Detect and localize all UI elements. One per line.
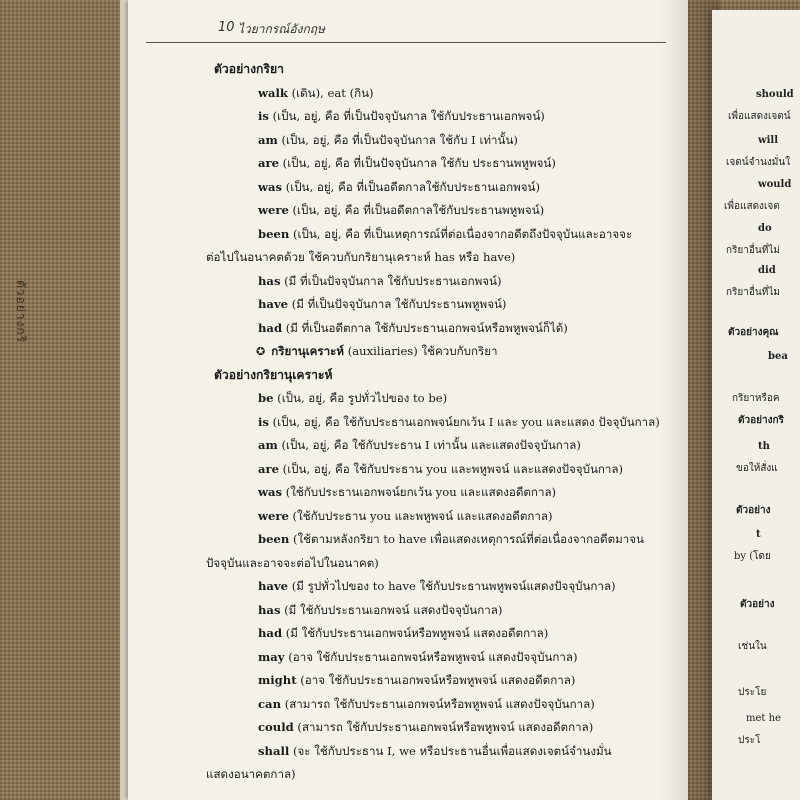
book-gutter — [660, 0, 720, 800]
right-page-text-fragment: bea — [768, 351, 788, 362]
definition: (ใช้กับประธานเอกพจน์ยกเว้น you และแสดงอดีตกาล) — [282, 485, 557, 499]
vocab-line — [196, 646, 668, 670]
bullet-line — [196, 340, 668, 364]
definition: (มี ที่เป็นอดีตกาล ใช้กับประธานเอกพจน์หรือพหูพจน์ก็ได้) — [282, 320, 568, 335]
page-header — [146, 18, 666, 43]
definition: (ใช้ตามหลังกริยา to have เพื่อแสดงเหตุการณ์ที่ต่อเนื่องจากอดีตมาจน — [289, 532, 644, 546]
right-page-text-fragment: ประโย — [738, 687, 767, 698]
right-page-text-fragment: ตัวอย่าง — [736, 505, 771, 516]
right-page-text-fragment: ขอให้สั่งแ — [736, 463, 778, 474]
vocab-line — [196, 669, 668, 693]
right-page-text-fragment: ตัวอย่างคุณ — [728, 327, 779, 338]
definition: (มี ใช้กับประธานเอกพจน์หรือพหูพจน์ แสดงอดีตกาล) — [282, 626, 549, 640]
right-page-text-fragment: ตัวอย่าง — [740, 599, 775, 610]
section-heading: ตัวอย่างกริยานุเคราะห์ — [214, 367, 333, 382]
term: had — [258, 320, 283, 335]
term: กริยานุเคราะห์ — [271, 344, 345, 358]
spine-text: ตัวอย่างกริ — [14, 280, 28, 344]
right-page-text-fragment: กริยาอื่นที่ไม — [726, 287, 780, 298]
term: was — [258, 179, 283, 194]
vocab-line — [196, 293, 668, 317]
right-page-text-fragment: เจตน์จำนงมั่นใ — [726, 157, 791, 168]
definition: (มี รูปทั่วไปของ to have ใช้กับประธานพหูพจน์แสดงปัจจุบันกาล) — [288, 579, 616, 593]
right-page-text-fragment: t — [756, 529, 761, 540]
term: have — [258, 579, 289, 593]
definition: (เป็น, อยู่, คือ ใช้กับประธาน I เท่านั้น และแสดงปัจจุบันกาล) — [277, 438, 581, 452]
definition: (auxiliaries) ใช้ควบกับกริยา — [344, 344, 498, 358]
right-page-text-fragment: met he — [746, 713, 781, 724]
vocab-line — [196, 199, 668, 223]
right-page-text-fragment: th — [758, 441, 770, 452]
term: be — [258, 391, 274, 405]
vocab-line — [196, 505, 668, 529]
definition: (เป็น, อยู่, คือ ใช้กับประธานเอกพจน์ยกเว้น I และ you และแสดง ปัจจุบันกาล) — [268, 414, 660, 429]
term: were — [258, 508, 289, 523]
term: are — [258, 461, 279, 476]
term: could — [258, 720, 294, 734]
right-page-text-fragment: did — [758, 265, 776, 276]
right-page-text-fragment: กริยาอื่นที่ไม่ — [726, 245, 780, 256]
definition: (มี ใช้กับประธานเอกพจน์ แสดงปัจจุบันกาล) — [280, 602, 503, 617]
definition: (เป็น, อยู่, คือ ที่เป็นอดีตกาลใช้กับประธานเอกพจน์) — [282, 179, 540, 194]
definition: (เป็น, อยู่, คือ ที่เป็นเหตุการณ์ที่ต่อเนื่องจากอดีตถึงปัจจุบันและอาจจะ — [289, 226, 633, 241]
definition: (เป็น, อยู่, คือ ที่เป็นปัจจุบันกาล ใช้กับ I เท่านั้น) — [277, 132, 518, 147]
term: is — [258, 109, 269, 123]
vocab-line — [196, 270, 668, 294]
term: been — [258, 226, 290, 241]
term: can — [258, 696, 282, 711]
vocab-line — [196, 458, 668, 482]
vocab-line — [196, 82, 668, 106]
vocab-line — [196, 152, 668, 176]
term: had — [258, 626, 283, 640]
definition: (เป็น, อยู่, คือ ที่เป็นปัจจุบันกาล ใช้กับ ประธานพหูพจน์) — [279, 156, 556, 170]
text-line-continuation: ปัจจุบันและอาจจะต่อไปในอนาคต) — [206, 555, 379, 570]
term: may — [258, 649, 285, 664]
vocab-line — [196, 129, 668, 153]
definition: (สามารถ ใช้กับประธานเอกพจน์หรือพหูพจน์ แสดงปัจจุบันกาล) — [281, 696, 595, 711]
right-page-text-fragment: เพื่อแสดงเจต — [724, 201, 780, 212]
vocab-line — [196, 599, 668, 623]
vocab-line — [196, 317, 668, 341]
vocab-line — [196, 740, 668, 764]
term: shall — [258, 743, 290, 758]
vocab-line — [196, 411, 668, 435]
page-number: 10 — [218, 20, 235, 35]
vocab-line — [196, 387, 668, 411]
text-line-continuation: ต่อไปในอนาคตด้วย ใช้ควบกับกริยานุเคราะห์ has หรือ have) — [206, 250, 516, 264]
right-page-text-fragment: will — [758, 135, 779, 146]
term: is — [258, 414, 269, 429]
definition: (เป็น, อยู่, คือ ที่เป็นปัจจุบันกาล ใช้กับประธานเอกพจน์) — [268, 109, 545, 123]
vocab-line — [196, 716, 668, 740]
right-page-text-fragment: ตัวอย่างกริ — [738, 415, 784, 426]
vocab-line — [196, 622, 668, 646]
definition: (เดิน), eat (กิน) — [287, 85, 374, 100]
definition: (สามารถ ใช้กับประธานเอกพจน์หรือพหูพจน์ แสดงอดีตกาล) — [293, 720, 594, 734]
term: was — [258, 485, 283, 499]
vocab-line — [196, 223, 668, 247]
running-title: ไวยากรณ์อังกฤษ — [238, 22, 325, 36]
vocab-line — [196, 693, 668, 717]
right-page-text-fragment: do — [758, 223, 772, 234]
definition: (อาจ ใช้กับประธานเอกพจน์หรือพหูพจน์ แสดงอดีตกาล) — [296, 673, 576, 687]
right-page-text-fragment: should — [756, 89, 794, 100]
term: been — [258, 532, 290, 546]
definition: (มี ที่เป็นปัจจุบันกาล ใช้กับประธานเอกพจน์) — [280, 273, 502, 288]
right-page-text-fragment: by (โดย — [734, 551, 771, 562]
vocab-line — [196, 105, 668, 129]
term: am — [258, 438, 278, 452]
term: might — [258, 673, 297, 687]
flower-bullet-icon: ✪ — [256, 345, 266, 358]
term: are — [258, 156, 279, 170]
definition: (เป็น, อยู่, คือ รูปทั่วไปของ to be) — [273, 391, 448, 405]
term: have — [258, 297, 289, 311]
term: were — [258, 203, 289, 217]
section-heading: ตัวอย่างกริยา — [214, 62, 284, 76]
term: has — [258, 602, 281, 617]
definition: (อาจ ใช้กับประธานเอกพจน์หรือพหูพจน์ แสดงปัจจุบันกาล) — [284, 649, 578, 664]
term: has — [258, 273, 281, 288]
right-page-text-fragment: เพื่อแสดงเจตน์ — [728, 111, 791, 122]
right-page-text-fragment: กริยาหรือค — [732, 393, 780, 404]
definition: (เป็น, อยู่, คือ ที่เป็นอดีตกาลใช้กับประธานพหูพจน์) — [288, 203, 545, 217]
right-page-text-fragment: ประโ — [738, 735, 761, 746]
right-page-text-fragment: would — [758, 179, 792, 190]
definition: (เป็น, อยู่, คือ ใช้กับประธาน you และพหูพจน์ และแสดงปัจจุบันกาล) — [279, 461, 624, 476]
vocab-line — [196, 528, 668, 552]
page-body — [196, 58, 668, 794]
right-page — [712, 10, 800, 800]
definition: (มี ที่เป็นปัจจุบันกาล ใช้กับประธานพหูพจน์) — [288, 297, 507, 311]
vocab-line — [196, 575, 668, 599]
vocab-line — [196, 481, 668, 505]
text-line-continuation: แสดงอนาคตกาล) — [206, 767, 296, 781]
vocab-line — [196, 434, 668, 458]
vocab-line — [196, 176, 668, 200]
definition: (ใช้กับประธาน you และพหูพจน์ และแสดงอดีตกาล) — [288, 508, 553, 523]
term: am — [258, 132, 278, 147]
right-page-text-fragment: เช่นใน — [738, 641, 767, 652]
term: walk — [258, 85, 288, 100]
definition: (จะ ใช้กับประธาน I, we หรือประธานอื่นเพื่อแสดงเจตน์จำนงมั่น — [289, 743, 612, 758]
